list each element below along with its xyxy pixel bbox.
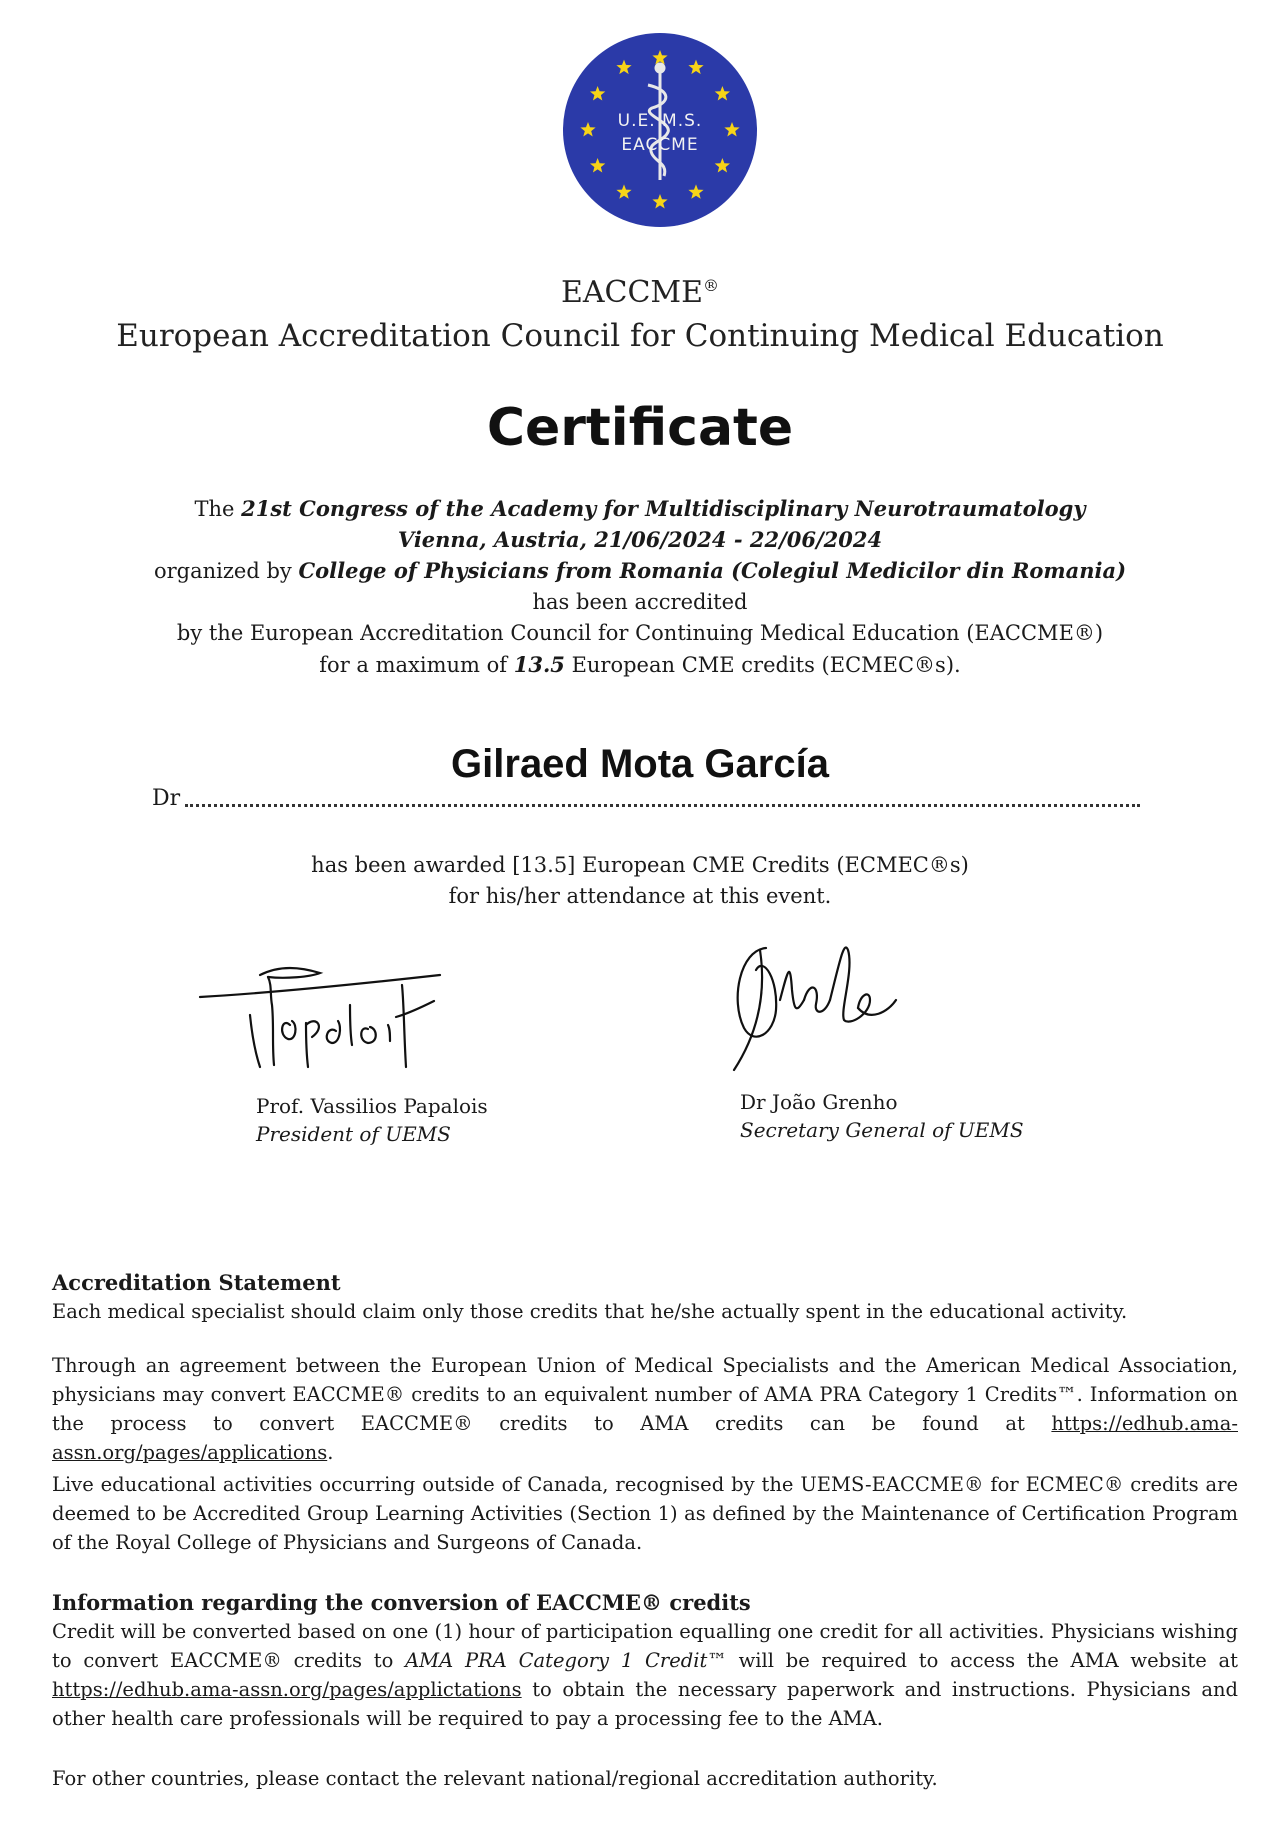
awarded-credits: [13.5] xyxy=(512,853,576,877)
attendance-line: for his/her attendance at this event. xyxy=(448,884,832,908)
organized-by-label: organized by xyxy=(153,559,292,583)
accreditation-paragraph-3: Live educational activities occurring outside of Canada, recognised by the UEMS-EACCME® for ECMEC® credits are deemed to be Accredited Group Learning Activities (Section 1) as defined by the Maintenance of Certification Program of the Royal College of Physicians and Surgeons of Canada. xyxy=(52,1473,1238,1554)
conversion-p1-italic: AMA PRA Category 1 Credit™ xyxy=(405,1649,727,1672)
accredited-by-line: by the European Accreditation Council for Continuing Medical Education (EACCME®) xyxy=(176,621,1104,645)
event-location-line xyxy=(0,524,1280,556)
header-acronym xyxy=(0,275,1280,310)
event-location-dates: Vienna, Austria, 21/06/2024 - 22/06/2024 xyxy=(397,527,883,552)
conversion-p1-b: will be required to access the AMA website at xyxy=(726,1649,1238,1672)
signature-grenho xyxy=(720,930,920,1080)
awarded-line xyxy=(0,850,1280,881)
event-line xyxy=(0,493,1280,525)
event-name: 21st Congress of the Academy for Multidisciplinary Neurotraumatology xyxy=(241,496,1086,521)
conversion-p1-a: Credit will be converted based on one (1) hour of participation equalling one credit for all activities. Physicians wishing to convert EACCME® credits to xyxy=(52,1620,1238,1672)
max-credits-value: 13.5 xyxy=(513,652,565,677)
ama-applications-link[interactable]: https://edhub.ama-assn.org/pages/applications xyxy=(52,1412,1238,1464)
signatory-1-role: President of UEMS xyxy=(256,1122,451,1146)
logo-text-uems: U.E. M.S. xyxy=(617,111,703,131)
signatory-2-role: Secretary General of UEMS xyxy=(740,1118,1024,1142)
signatory-2-name: Dr João Grenho xyxy=(740,1090,898,1114)
acronym-text: EACCME xyxy=(560,275,704,310)
registered-mark: ® xyxy=(703,276,720,295)
accreditation-p2-end: . xyxy=(327,1441,334,1464)
awarded-suffix: European CME Credits (ECMEC®s) xyxy=(582,853,969,877)
recipient-name: Gilraed Mota García xyxy=(451,742,829,786)
conversion-title: Information regarding the conversion of EACCME® credits xyxy=(52,1590,751,1615)
conversion-paragraph-2: For other countries, please contact the relevant national/regional accreditation authority. xyxy=(52,1767,938,1790)
conversion-p1-c: to obtain the necessary paperwork and instructions. Physicians and other health care professionals will be required to pay a processing fee to the AMA. xyxy=(52,1678,1238,1730)
accreditation-title: Accreditation Statement xyxy=(52,1270,341,1295)
accreditation-paragraph-1: Each medical specialist should claim only those credits that he/she actually spent in the educational activity. xyxy=(52,1300,1128,1323)
awarded-prefix: has been awarded xyxy=(311,853,506,877)
event-prefix: The xyxy=(194,497,235,521)
header-council-name: European Accreditation Council for Continuing Medical Education xyxy=(116,318,1164,354)
uems-eaccme-logo xyxy=(560,30,760,230)
accreditation-p2-text: Through an agreement between the European Union of Medical Specialists and the American Medical Association, physicians may convert EACCME® credits to an equivalent number of AMA PRA Category 1 Credits™. Information on the process to convert EACCME® credits to AMA credits can be found at xyxy=(52,1354,1238,1435)
signatory-1-name: Prof. Vassilios Papalois xyxy=(256,1094,488,1118)
recipient-title: Dr xyxy=(152,786,181,811)
organizer-line xyxy=(0,555,1280,587)
ama-applictations-link[interactable]: https://edhub.ama-assn.org/pages/applictations xyxy=(52,1678,522,1701)
logo-text-eaccme: EACCME xyxy=(621,135,699,155)
accredited-line: has been accredited xyxy=(532,590,748,614)
conversion-paragraph-1 xyxy=(52,1617,1238,1733)
accreditation-paragraph-2 xyxy=(52,1351,1238,1467)
signature-papalois xyxy=(190,955,480,1085)
organizer-name: College of Physicians from Romania (Colegiul Medicilor din Romania) xyxy=(298,558,1127,583)
certificate-title: Certificate xyxy=(486,398,794,458)
max-credits-line xyxy=(0,649,1280,681)
max-credits-prefix: for a maximum of xyxy=(319,653,508,677)
max-credits-suffix: European CME credits (ECMEC®s). xyxy=(571,653,961,677)
recipient-dotted-line xyxy=(185,778,1140,807)
